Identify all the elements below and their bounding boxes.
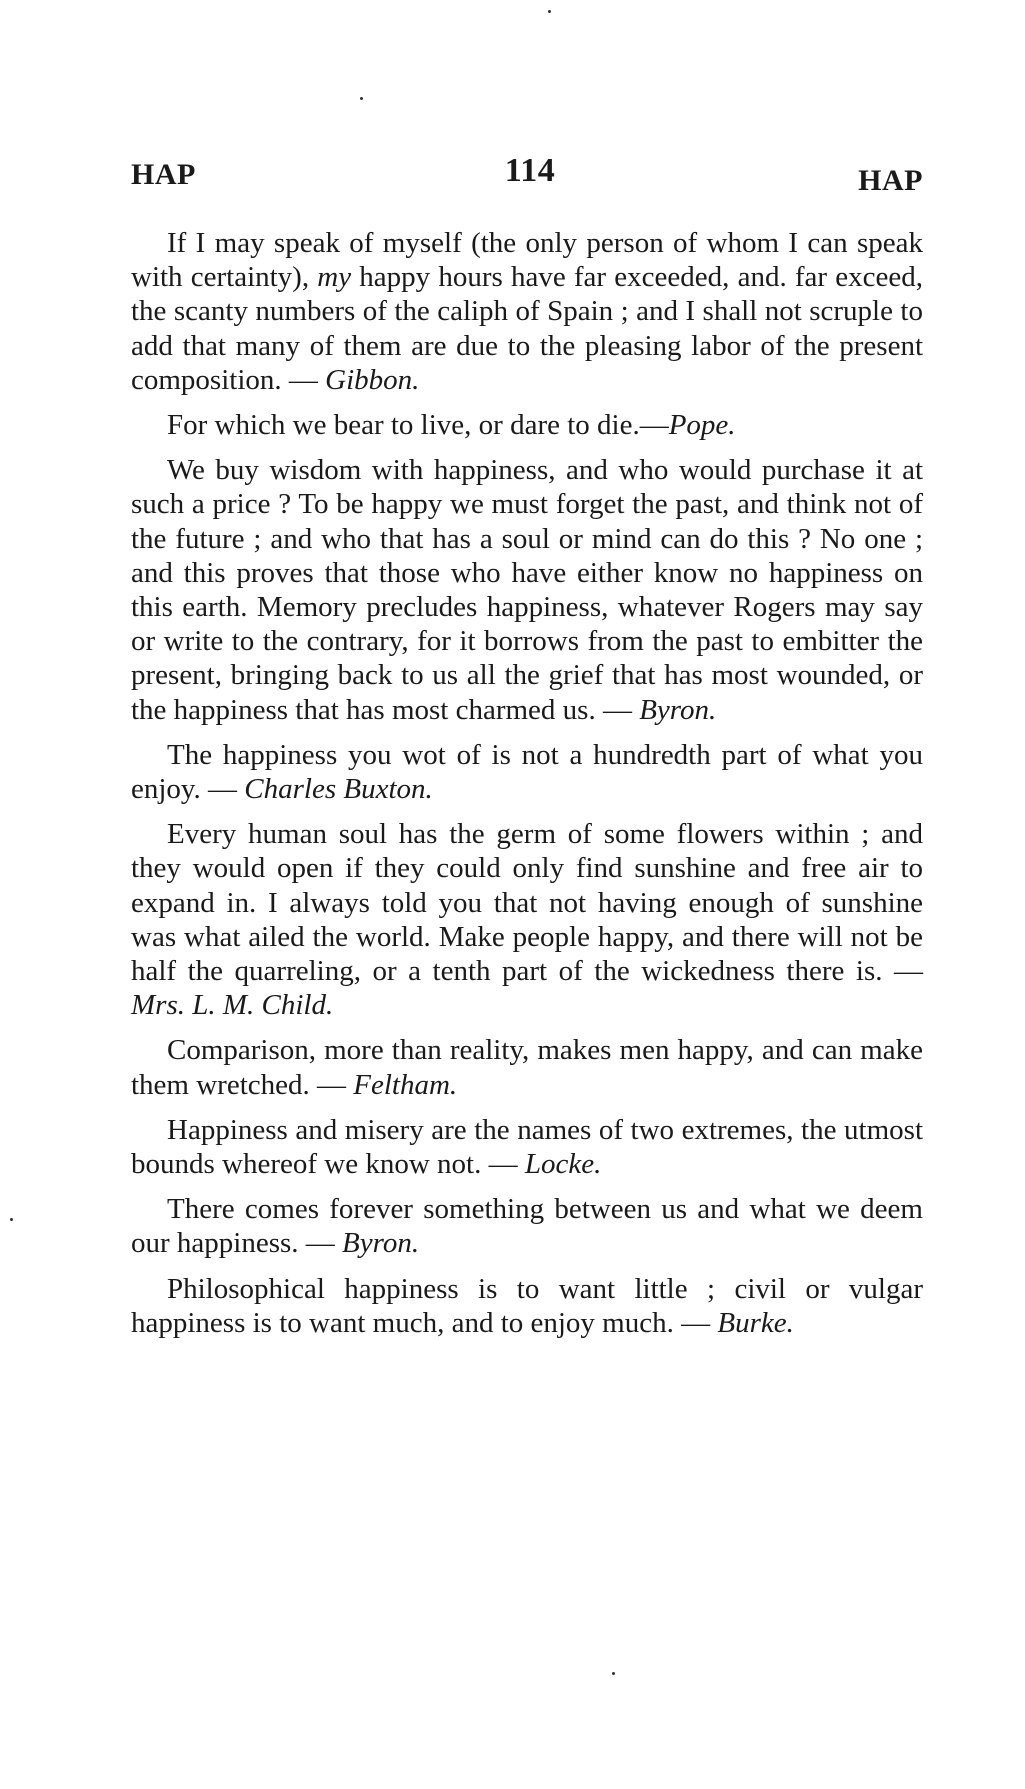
attribution-dash: — [639, 409, 669, 442]
attribution-dash: — [481, 1148, 525, 1181]
quote-pope [131, 408, 923, 442]
quote-byron-2 [131, 1192, 923, 1260]
header-left-word: HAP [131, 158, 196, 191]
quote-text: The happiness you wot of is not a hundredth part of what you enjoy. [131, 738, 923, 806]
attribution-dash: — [595, 693, 640, 726]
quote-text: There comes forever something between us and what we deem our happiness. [131, 1193, 923, 1260]
quote-burke [131, 1272, 923, 1340]
quote-emphasis: my [317, 261, 352, 294]
quote-text: Happiness and misery are the names of two extremes, the utmost bounds whereof we know not. [131, 1113, 923, 1181]
print-speck [548, 10, 551, 13]
quotations-body [131, 226, 923, 1351]
quote-author: Burke. [717, 1306, 794, 1339]
attribution-dash: — [281, 363, 326, 396]
quote-author: Byron. [342, 1227, 420, 1260]
quote-author: Byron. [639, 693, 717, 726]
print-speck [10, 1218, 13, 1221]
attribution-dash: — [200, 773, 245, 806]
print-speck [612, 1672, 615, 1675]
quote-author: Feltham. [353, 1068, 458, 1101]
quote-gibbon [131, 226, 923, 397]
quote-text: Every human soul has the germ of some flowers within ; and they would open if they could only find sunshine and free air to expand in. I always told you that not having enough of sunshine was what ailed the world. Make people happy, and there will not be half the quarreling, or a tenth part of the wickedness there is. [131, 818, 923, 988]
quote-text: Comparison, more than reality, makes men happy, and can make them wretched. [131, 1034, 923, 1101]
quote-text: We buy wisdom with happiness, and who would purchase it at such a price ? To be happy we must forget the past, and think not of the future ; and who that has a soul or mind can do this ? No one ; and this proves that those who have either know no happiness on this earth. Memory precludes happiness, whatever Rogers may say or write to the contrary, for it borrows from the past to embitter the present, bringing back to us all the grief that has most wounded, or the happiness that has most charmed us. [131, 454, 923, 726]
quote-byron-1 [131, 453, 923, 727]
page-number: 114 [504, 152, 556, 189]
header-right-word: HAP [858, 164, 923, 197]
print-speck [360, 97, 363, 100]
quote-author: Pope. [668, 409, 736, 442]
quote-text: Philosophical happiness is to want little ; civil or vulgar happiness is to want much, and to enjoy much. [131, 1272, 923, 1339]
quote-text: If I may speak of myself (the only person of whom I can speak with certainty), [131, 227, 923, 294]
attribution-dash: — [298, 1227, 343, 1260]
quote-author: Locke. [524, 1148, 602, 1181]
quote-feltham [131, 1033, 923, 1101]
quote-text: happy hours have far exceeded, and. far exceed, the scanty numbers of the caliph of Spain ; and I shall not scruple to add that many of them are due to the pleasing labor of the present composition. [131, 261, 923, 396]
quote-text: For which we bear to live, or dare to die. [167, 409, 640, 442]
quote-author: Charles Buxton. [244, 773, 433, 806]
quote-child [131, 817, 923, 1022]
attribution-dash: — [673, 1306, 718, 1339]
running-header [131, 152, 923, 198]
quote-author: Mrs. L. M. Child. [131, 989, 334, 1022]
quote-buxton [131, 738, 923, 806]
attribution-dash: — [882, 955, 924, 988]
quote-locke [131, 1113, 923, 1181]
quote-author: Gibbon. [325, 363, 420, 396]
attribution-dash: — [309, 1068, 354, 1101]
